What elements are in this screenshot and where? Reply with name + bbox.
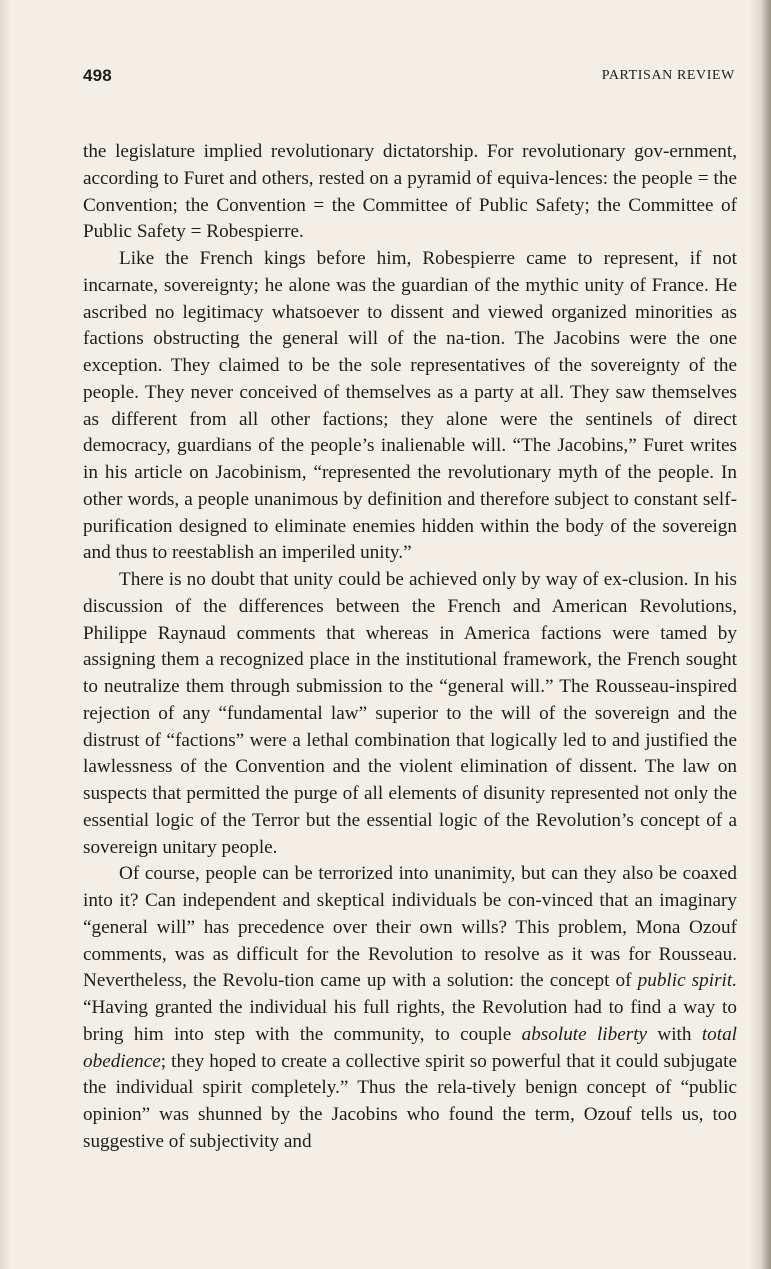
page-gutter-shadow	[0, 0, 10, 1269]
text-segment: “Having granted the individual his full rights, the Revolution had to find a way to bring him into step with the community, to couple	[83, 997, 737, 1045]
text-segment: Of course, people can be terrorized into unanimity, but can they also be coaxed into it? Can independent and skeptical individuals be con-vinced that an imaginary “general will” has precedence over their own wills? This problem, Mona Ozouf comments, was as difficult for the Revolution to resolve as it was for Rousseau. Nevertheless, the Revolu-tion came up with a solution: the concept of	[83, 863, 737, 992]
italic-text-segment: total obedience	[83, 1023, 737, 1072]
text-segment: ; they hoped to create a collective spirit so powerful that it could subjugate the individual spirit completely.” Thus the rela-tively benign concept of “public opinion” was shunned by the Jacobins who found the term, Ozouf tells us, too suggestive of subjectivity and	[83, 1050, 737, 1152]
paragraph	[83, 861, 737, 1155]
paragraph	[83, 567, 737, 861]
page-header	[83, 66, 735, 90]
running-head: PARTISAN REVIEW	[601, 68, 735, 83]
text-segment: with	[647, 1023, 702, 1045]
paragraph	[83, 246, 737, 567]
italic-text-segment: public spirit.	[637, 970, 737, 992]
text-segment: the legislature implied revolutionary dictatorship. For revolutionary gov-ernment, according to Furet and others, rested on a pyramid of equiva-lences: the people = the Convention; the Convention = the Committee of Public Safety; the Committee of Public Safety = Robespierre.	[83, 141, 737, 243]
body-text	[83, 139, 737, 1156]
text-segment: There is no doubt that unity could be achieved only by way of ex-clusion. In his discussion of the differences between the French and American Revolutions, Philippe Raynaud comments that whereas in America factions were tamed by assigning them a recognized place in the institutional framework, the French sought to neutralize them through submission to the “general will.” The Rousseau-inspired rejection of any “fundamental law” superior to the will of the sovereign and the distrust of “factions” were a lethal combination that logically led to and justified the lawlessness of the Convention and the violent elimination of dissent. The law on suspects that permitted the purge of all elements of disunity represented not only the essential logic of the Terror but the essential logic of the Revolution’s concept of a sovereign unitary people.	[83, 569, 737, 858]
paragraph	[83, 139, 737, 246]
page-number: 498	[83, 66, 112, 85]
text-segment: Like the French kings before him, Robespierre came to represent, if not incarnate, sovereignty; he alone was the guardian of the mythic unity of France. He ascribed no legitimacy whatsoever to dissent and viewed organized minorities as factions obstructing the general will of the na-tion. The Jacobins were the one exception. They claimed to be the sole representatives of the sovereignty of the people. They never conceived of themselves as a party at all. They saw themselves as different from all other factions; they alone were the sentinels of direct democracy, guardians of the people’s inalienable will. “The Jacobins,” Furet writes in his article on Jacobinism, “represented the revolutionary myth of the people. In other words, a people unanimous by definition and therefore subject to constant self-purification designed to eliminate enemies hidden within the body of the sovereign and thus to reestablish an imperiled unity.”	[83, 248, 737, 564]
page-edge-shadow	[749, 0, 771, 1269]
italic-text-segment: absolute liberty	[521, 1023, 648, 1045]
